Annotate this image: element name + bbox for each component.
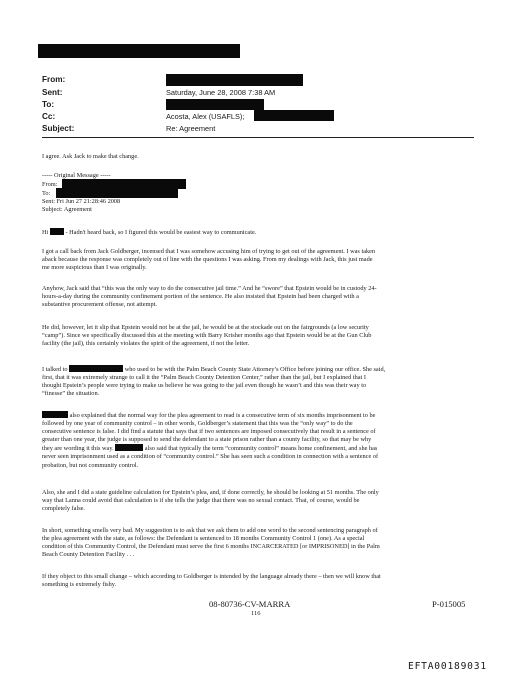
paragraph-line: probation, but not community control. — [42, 461, 139, 469]
paragraph-line: In short, something smells very bad. My suggestion is to ask that we ask them to add one word to the second sentencing paragraph of — [42, 527, 378, 534]
case-number: 08-80736-CV-MARRA — [209, 599, 291, 609]
paragraph-line: first, that it was extremely strange to call it the “Palm Beach County Detention Center,” rather than the jail, but I explained that I — [42, 374, 366, 382]
paragraph-line: Also, she and I did a state guideline calculation for Epstein’s plea, and, if done correctly, he should be looking at 51 months. The only — [42, 489, 379, 496]
header-label-sent: Sent: — [42, 88, 63, 97]
greeting-hi: Hi — [42, 229, 49, 236]
paragraph-line: followed by one year of community control – in other words, Goldberger’s statement that this was the “only way” to do the — [42, 420, 353, 428]
bates-number: P-015005 — [432, 599, 466, 609]
header-label-cc: Cc: — [42, 112, 56, 121]
paragraph-line — [42, 365, 478, 374]
paragraph-line: substantive procurement offense, not attempt. — [42, 301, 157, 309]
page-number: 116 — [251, 610, 261, 617]
p5-start: also explained that the normal way for the plea agreement to read is a consecutive term of six months imprisonment to be — [69, 412, 376, 419]
greeting — [42, 228, 478, 237]
paragraph-7 — [42, 527, 478, 559]
paragraph-line: greater than one year, the judge is supposed to send the defendant to a state prison rather than a county facility, so that may be why — [42, 436, 372, 444]
p5-mid: they are wording it this way. — [42, 445, 114, 453]
paragraph-line: “camp”). Since we specifically discussed this at the meeting with Barry Krisher months ago that Epstein would be at the Gun Club — [42, 332, 372, 340]
paragraph-line: condition of this Community Control, the Defendant must serve the first 6 months INCARCERATED [or IMPRISONED] in the Palm — [42, 543, 380, 551]
paragraph-line — [42, 444, 478, 453]
paragraph-line: “finesse” the situation. — [42, 390, 100, 398]
paragraph-line: I got a call back from Jack Goldberger, incensed that I was somehow accusing him of trying to get out of the agreement. I was taken — [42, 248, 376, 255]
paragraph-2 — [42, 285, 478, 309]
paragraph-line: consecutive sentence is false. I did find a statute that says that if two sentences are imposed consecutively that result in a sentence of — [42, 428, 376, 436]
redaction-p4-name — [69, 365, 123, 372]
header-label-subject: Subject: — [42, 124, 75, 133]
paragraph-line: never seen imprisonment used as a condition of “community control.” She has seen such a condition in connection with a sentence of — [42, 453, 379, 461]
paragraph-4 — [42, 365, 478, 398]
redaction-bar-top — [38, 44, 240, 58]
redaction-p5-name-2 — [115, 444, 143, 451]
reply-line: I agree. Ask Jack to make that change. — [42, 153, 139, 160]
paragraph-3 — [42, 324, 478, 348]
paragraph-line: Anyhow, Jack said that “this was the only way to do the consecutive jail time.” And he “swore” that Epstein would be in custody 24- — [42, 285, 377, 292]
p4-start: I talked to — [42, 366, 68, 373]
paragraph-line: facility (the jail), this certainly violates the spirit of the agreement, if not the letter. — [42, 340, 250, 348]
paragraph-line: Beach County Detention Facility . . . — [42, 551, 135, 559]
original-from-label: From: — [42, 181, 58, 188]
header-value-subject: Re: Agreement — [166, 124, 216, 133]
paragraph-line — [42, 411, 478, 420]
original-separator: ----- Original Message ----- — [42, 172, 111, 179]
header-value-cc: Acosta, Alex (USAFLS); — [166, 112, 245, 121]
redaction-p5-name — [42, 411, 68, 418]
header-label-to: To: — [42, 100, 55, 109]
paragraph-line: way that Lanna could avoid that calculation is if she tells the judge that there was no sexual contact. That, of course, would be — [42, 497, 360, 505]
paragraph-line: thought Epstein’s people were trying to make us believe he was going to the jail even though he wasn’t and this was their way to — [42, 382, 367, 390]
paragraph-6 — [42, 489, 478, 513]
redaction-to — [166, 99, 264, 110]
paragraph-line: If they object to this small change – which according to Goldberger is intended by the language already there – then we will know that — [42, 573, 381, 580]
original-sent: Sent: Fri Jun 27 21:28:46 2008 — [42, 198, 121, 205]
greeting-text: - Hadn't heard back, so I figured this would be easiest way to communicate. — [65, 229, 257, 236]
p4-rest: who used to be with the Palm Beach County State Attorney’s Office before joining our office. She said, — [124, 366, 386, 373]
paragraph-line: me more suspicious than I was originally. — [42, 264, 147, 272]
paragraph-line: He did, however, let it slip that Epstein would not be at the jail, he would be at the stockade out on the fairgrounds (a low security — [42, 324, 369, 331]
paragraph-1 — [42, 248, 478, 272]
header-label-from: From: — [42, 75, 66, 84]
paragraph-line: something is extremely fishy. — [42, 581, 117, 589]
paragraph-line: the plea agreement with the state, as follows: the Defendant is sentenced to 18 months Community Control 1 (one). As a special — [42, 535, 365, 543]
header-divider — [42, 137, 474, 138]
paragraph-8 — [42, 573, 478, 589]
paragraph-line: completely false. — [42, 505, 86, 513]
redaction-greeting-name — [50, 228, 64, 235]
paragraph-line: hours-a-day during the community confinement portion of the sentence. He also insisted that Epstein had been charged with a — [42, 293, 359, 301]
redaction-cc — [254, 110, 334, 121]
header-value-sent: Saturday, June 28, 2008 7:38 AM — [166, 88, 276, 97]
paragraph-line: aback because the response was completely out of line with the questions I was asking. From my dealings with Jack, this just made — [42, 256, 373, 264]
redaction-original-to — [56, 188, 178, 198]
efta-stamp: EFTA00189031 — [408, 661, 487, 672]
original-subject: Subject: Agreement — [42, 206, 92, 213]
original-to-label: To: — [42, 190, 51, 197]
p5-mid-2: also said that typically the term “community control” means home confinement, and she has — [144, 445, 378, 453]
paragraph-5 — [42, 411, 478, 470]
redaction-from — [166, 74, 303, 86]
